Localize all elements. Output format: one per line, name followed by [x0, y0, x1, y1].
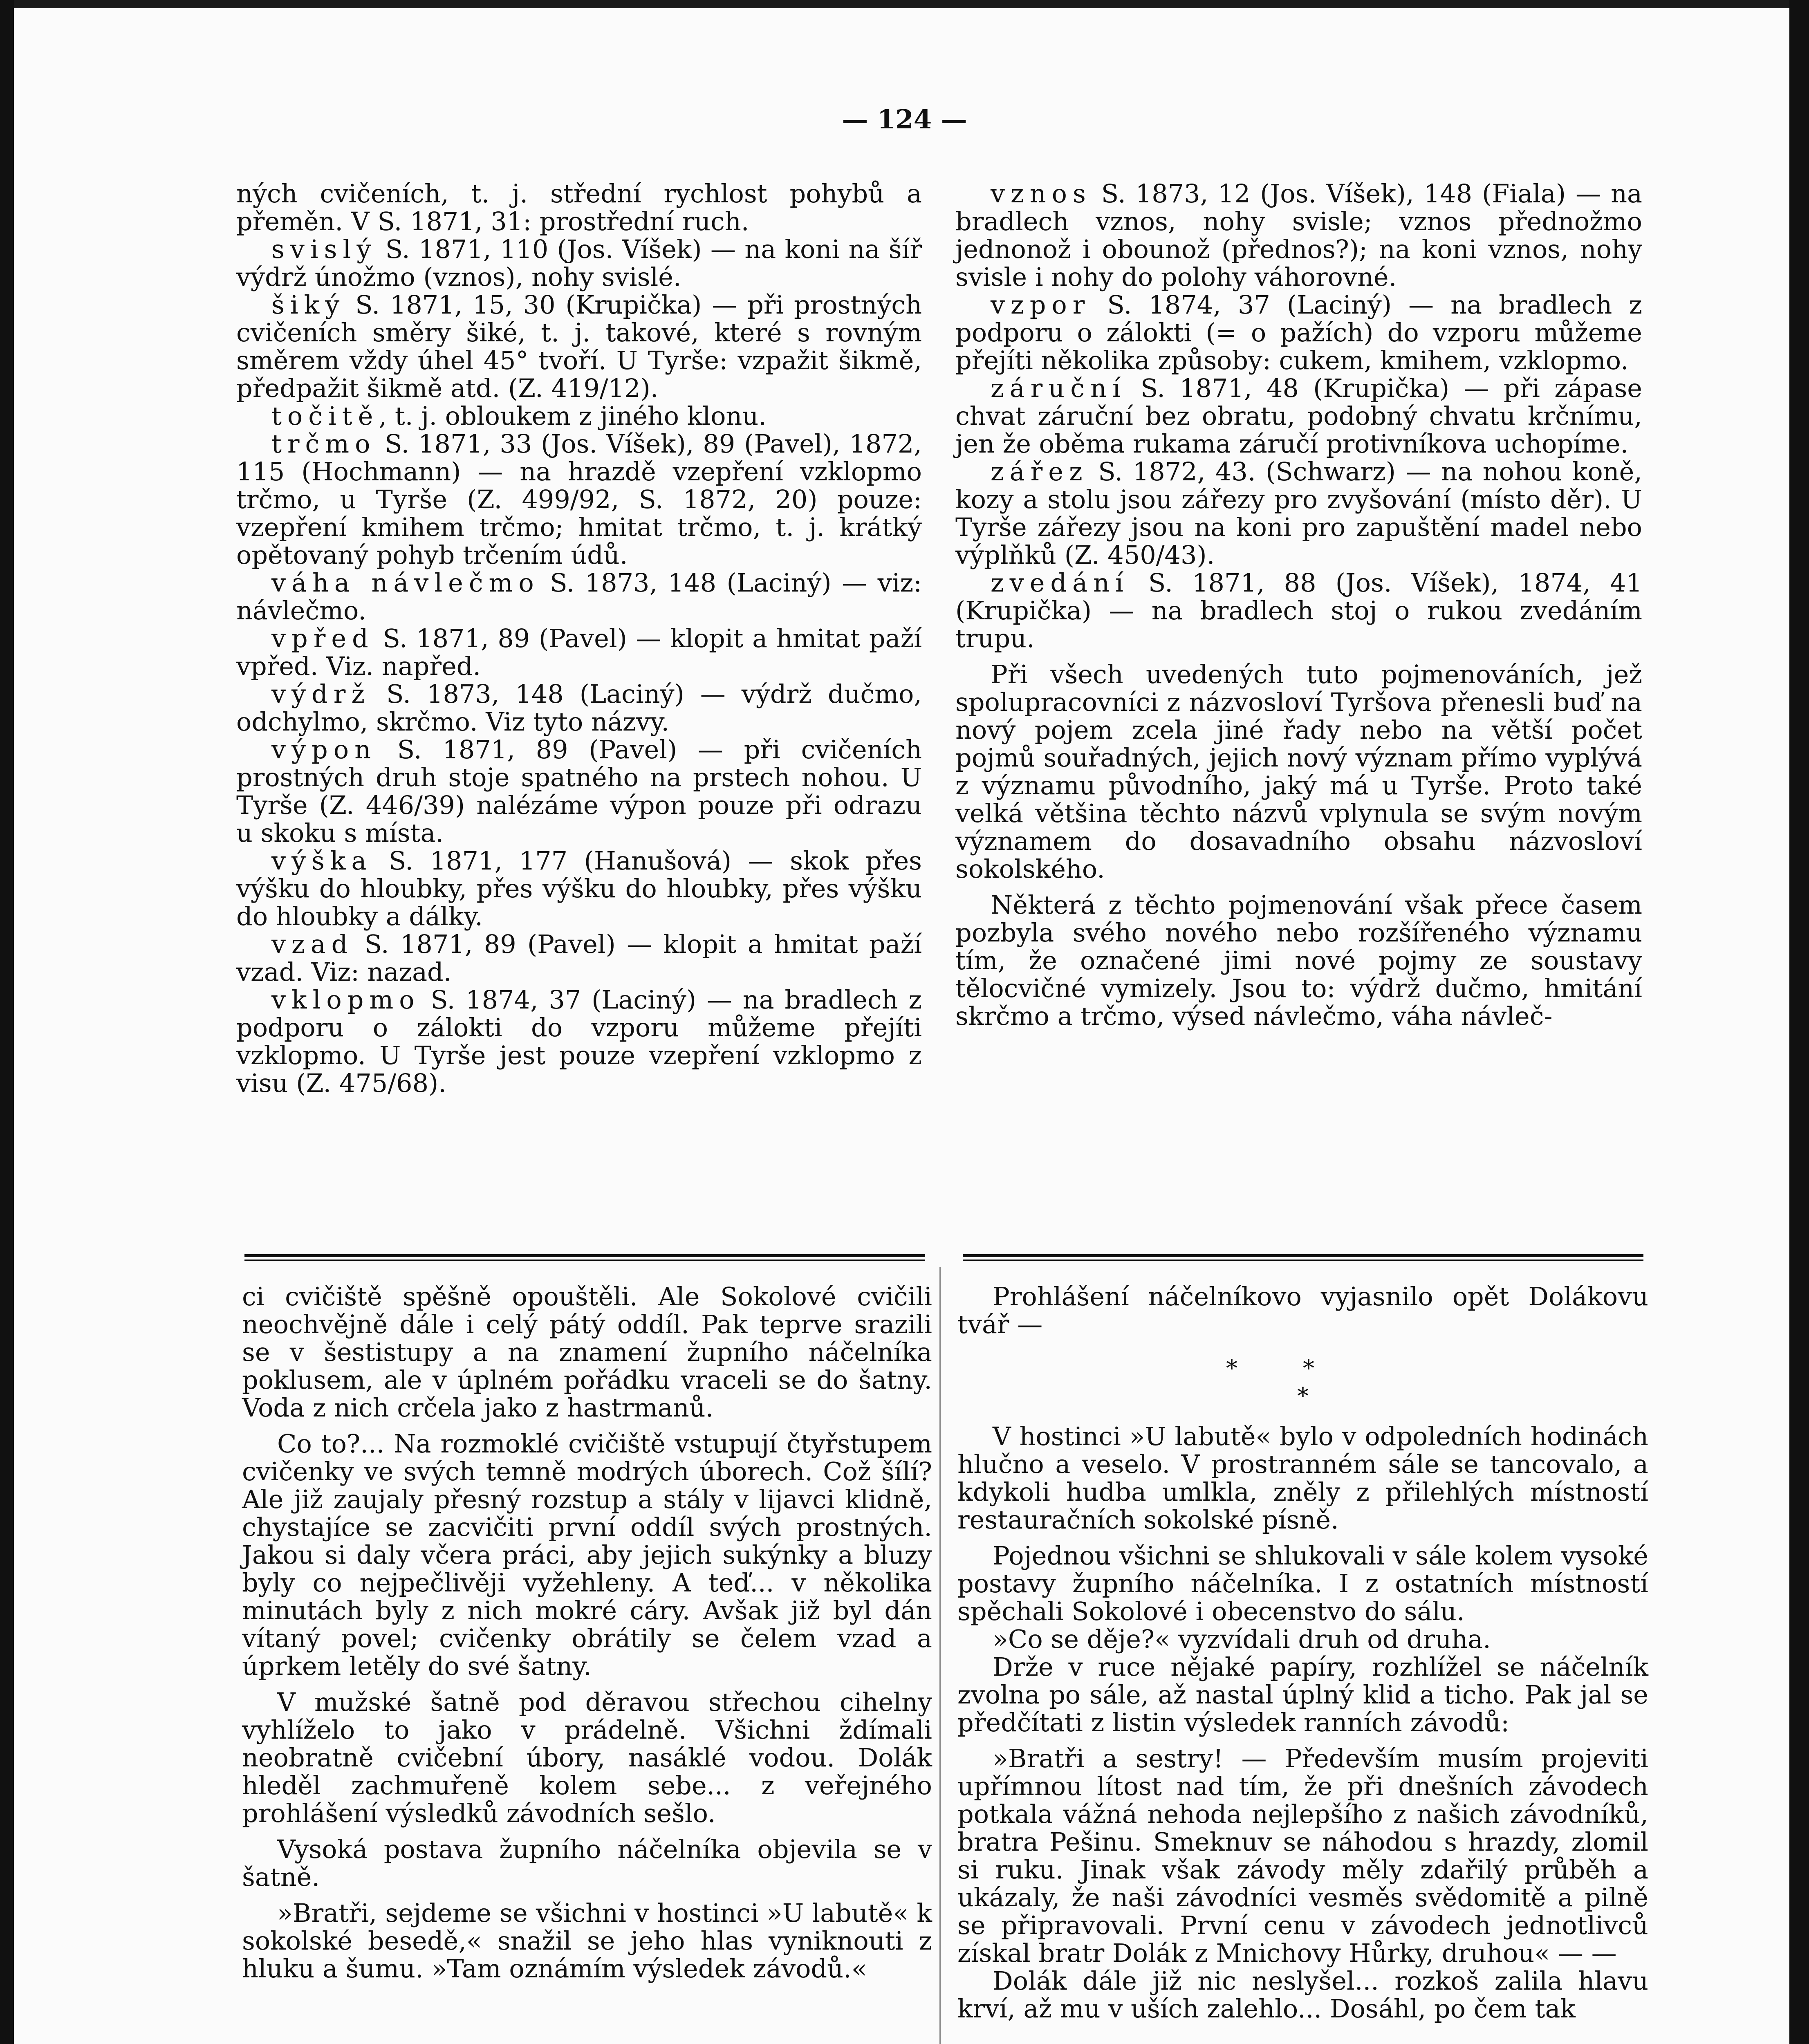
- glossary-entry: vzpor S. 1874, 37 (Laciný) — na bradlech z podporu o zálokti (= o pažích) do vzporu můžeme přejíti několika způsoby: cukem, kmihem, vzklopmo.: [955, 290, 1642, 375]
- section-separator-star: *: [1297, 1383, 1309, 1410]
- glossary-entry: vznos S. 1873, 12 (Jos. Víšek), 148 (Fiala) — na bradlech vznos, nohy svisle; vznos přednožmo jednonož i obounož (přednos?); na koni vznos, nohy svisle i nohy do polohy váhorovné.: [955, 179, 1642, 292]
- body-paragraph: Při všech uvedených tuto pojmenováních, jež spolupracovníci z názvosloví Tyršova přenesli buď na nový pojem zcela jiné řady nebo na větší počet pojmů souřadných, jejich nový význam přímo vyplývá z významu původního, jaký má u Tyrše. Proto také velká většina těchto názvů vplynula se svým novým významem do dosavadního obsahu názvosloví sokolského.: [955, 659, 1642, 884]
- glossary-entry: vzad S. 1871, 89 (Pavel) — klopit a hmitat paží vzad. Viz: nazad.: [236, 929, 922, 987]
- page-number: — 124 —: [842, 104, 967, 135]
- section-rule-right: [963, 1254, 1643, 1261]
- story-paragraph: V mužské šatně pod děravou střechou cihelny vyhlíželo to jako v prádelně. Všichni ždímali neobratně cvičební úbory, nasáklé vodou. Dolák hleděl zachmuřeně kolem sebe... z veřejného prohlášení výsledků závodních sešlo.: [242, 1687, 932, 1828]
- entry-term: svislý: [271, 234, 377, 264]
- scan-border-right: [1789, 0, 1809, 2044]
- story-paragraph: Dolák dále již nic neslyšel... rozkoš zalila hlavu krví, až mu v uších zalehlo... Dosáhl, po čem tak: [957, 1966, 1648, 2024]
- glossary-entry: záruční S. 1871, 48 (Krupička) — při zápase chvat záruční bez obratu, podobný chvatu krčnímu, jen že oběma rukama záručí protivníkova uchopíme.: [955, 373, 1642, 459]
- story-column-right: [957, 1283, 1648, 2023]
- story-column-left: [242, 1283, 932, 1983]
- entry-term: vpřed: [271, 623, 374, 653]
- glossary-entry: vklopmo S. 1874, 37 (Laciný) — na bradlech z podporu o zálokti do vzporu můžeme přejíti vzklopmo. U Tyrše jest pouze vzepření vzklopmo z visu (Z. 475/68).: [236, 985, 922, 1098]
- glossary-entry: výpon S. 1871, 89 (Pavel) — při cvičeních prostných druh stoje spatného na prstech nohou. U Tyrše (Z. 446/39) nalézáme výpon pouze při odrazu u skoku s místa.: [236, 735, 922, 848]
- glossary-entry: váha návlečmo S. 1873, 148 (Laciný) — viz: návlečmo.: [236, 568, 922, 625]
- story-paragraph: »Bratři, sejdeme se všichni v hostinci »U labutě« k sokolské besedě,« snažil se jeho hlas vyniknouti z hluku a šumu. »Tam oznámím výsledek závodů.«: [242, 1898, 932, 1983]
- entry-term: vznos: [991, 179, 1092, 208]
- story-paragraph: Vysoká postava župního náčelníka objevila se v šatně.: [242, 1834, 932, 1892]
- glossary-entry: točitě, t. j. obloukem z jiného klonu.: [271, 401, 767, 431]
- story-paragraph: Co to?... Na rozmoklé cvičiště vstupují čtyřstupem cvičenky ve svých temně modrých úborech. Což šílí? Ale již zaujaly přesný rozstup a stály v lijavci klidně, chystajíce se zacvičiti první oddíl svých prostných. Jakou si daly včera práci, aby jejich sukýnky a bluzy byly co nejpečlivěji vyžehleny. A teď... v několika minutách byly z nich mokré cáry. Avšak již byl dán vítaný povel; cvičenky obrátily se čelem vzad a úprkem letěly do své šatny.: [242, 1429, 932, 1681]
- entry-term: zvedání: [991, 568, 1129, 598]
- section-separator: **: [1226, 1355, 1380, 1382]
- story-paragraph: Pojednou všichni se shlukovali v sále kolem vysoké postavy župního náčelníka. I z ostatních místností spěchali Sokolové i obecenstvo do sálu.: [957, 1541, 1648, 1626]
- entry-term: výpon: [271, 735, 377, 764]
- glossary-entry: zářez S. 1872, 43. (Schwarz) — na nohou koně, kozy a stolu jsou zářezy pro zvyšování (místo děr). U Tyrše zářezy jsou na koni pro zapuštění madel nebo výplňků (Z. 450/43).: [955, 457, 1642, 570]
- entry-term: trčmo: [271, 429, 376, 459]
- entry-term: šiký: [271, 290, 345, 320]
- scan-border-top: [0, 0, 1809, 8]
- entry-term: výška: [271, 846, 372, 876]
- glossary-entry: ných cvičeních, t. j. střední rychlost pohybů a přeměn. V S. 1871, 31: prostřední ruch.: [236, 179, 922, 236]
- entry-term: vklopmo: [271, 985, 420, 1015]
- entry-term: točitě: [271, 401, 379, 431]
- entry-term: záruční: [991, 373, 1126, 403]
- story-paragraph: Prohlášení náčelníkovo vyjasnilo opět Dolákovu tvář —: [957, 1282, 1648, 1339]
- glossary-column-right: [955, 180, 1642, 1030]
- scan-border-left: [0, 0, 14, 2044]
- story-paragraph: ci cvičiště spěšně opouštěli. Ale Sokolové cvičili neochvějně dále i celý pátý oddíl. Pak teprve srazili se v šestistupy a na znamení župního náčelníka poklusem, ale v úplném pořádku vraceli se do šatny. Voda z nich crčela jako z hastrmanů.: [242, 1282, 932, 1423]
- entry-term: váha návlečmo: [271, 568, 540, 598]
- story-paragraph: »Bratři a sestry! — Především musím projeviti upřímnou lítost nad tím, že při dnešních závodech potkala vážná nehoda nejlepšího z našich závodníků, bratra Pešinu. Smeknuv se náhodou s hrazdy, zlomil si ruku. Jinak však závody měly zdařilý průběh a ukázaly, že naši závodníci vesměs svědomitě a pilně se připravovali. První cenu v závodech jednotlivců získal bratr Dolák z Mnichovy Hůrky, druhou« — —: [957, 1744, 1648, 1968]
- entry-term: vzad: [271, 929, 354, 959]
- glossary-entry: trčmo S. 1871, 33 (Jos. Víšek), 89 (Pavel), 1872, 115 (Hochmann) — na hrazdě vzepření vzklopmo trčmo, u Tyrše (Z. 499/92, S. 1872, 20) pouze: vzepření kmihem trčmo; hmitat trčmo, t. j. krátký opětovaný pohyb trčením údů.: [236, 429, 922, 570]
- glossary-entry: výška S. 1871, 177 (Hanušová) — skok přes výšku do hloubky, přes výšku do hloubky, přes výšku do hloubky a dálky.: [236, 846, 922, 931]
- entry-term: vzpor: [991, 290, 1091, 320]
- story-paragraph: Drže v ruce nějaké papíry, rozhlížel se náčelník zvolna po sále, až nastal úplný klid a ticho. Pak jal se předčítati z listin výsledek ranních závodů:: [957, 1652, 1648, 1737]
- glossary-entry: šiký S. 1871, 15, 30 (Krupička) — při prostných cvičeních směry šiké, t. j. takové, které s rovným směrem vždy úhel 45° tvoří. U Tyrše: vzpažit šikmě, předpažit šikmě atd. (Z. 419/12).: [236, 290, 922, 403]
- entry-term: výdrž: [271, 679, 371, 709]
- glossary-column-left: [236, 180, 922, 1097]
- story-paragraph: V hostinci »U labutě« bylo v odpoledních hodinách hlučno a veselo. V prostranném sále se tancovalo, a kdykoli hudba umlkla, zněly z přilehlých místností restauračních sokolské písně.: [957, 1421, 1648, 1535]
- glossary-entry: vpřed S. 1871, 89 (Pavel) — klopit a hmitat paží vpřed. Viz. napřed.: [236, 623, 922, 681]
- section-rule-left: [244, 1254, 925, 1261]
- glossary-entry: výdrž S. 1873, 148 (Laciný) — výdrž dučmo, odchylmo, skrčmo. Viz tyto názvy.: [236, 679, 922, 737]
- entry-term: zářez: [991, 457, 1088, 486]
- glossary-entry: svislý S. 1871, 110 (Jos. Víšek) — na koni na šíř výdrž únožmo (vznos), nohy svislé.: [236, 234, 922, 292]
- story-paragraph: »Co se děje?« vyzvídali druh od druha.: [993, 1624, 1491, 1654]
- column-divider: [939, 1267, 941, 2044]
- body-paragraph: Některá z těchto pojmenování však přece časem pozbyla svého nového nebo rozšířeného významu tím, že označené jimi nové pojmy ze soustavy tělocvičné vymizely. Jsou to: výdrž dučmo, hmitání skrčmo a trčmo, výsed návlečmo, váha návleč-: [955, 890, 1642, 1031]
- glossary-entry: zvedání S. 1871, 88 (Jos. Víšek), 1874, 41 (Krupička) — na bradlech stoj o rukou zvedáním trupu.: [955, 568, 1642, 653]
